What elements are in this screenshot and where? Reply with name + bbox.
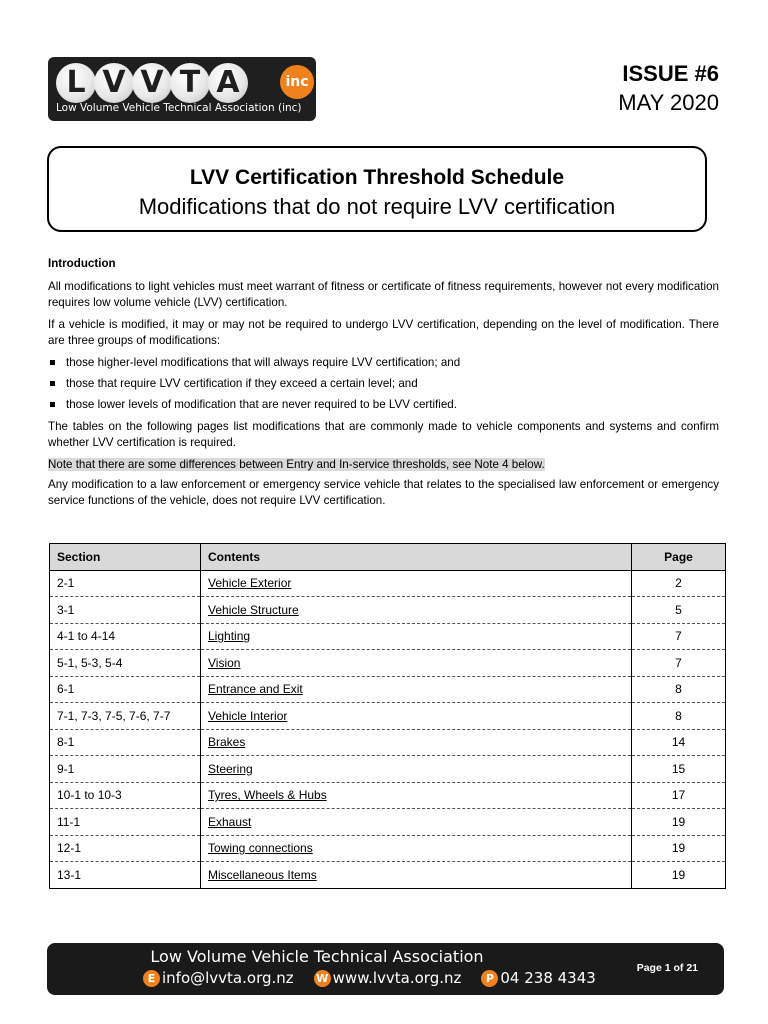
contents-table bbox=[49, 543, 726, 889]
intro-paragraph-3: The tables on the following pages list modifications that are commonly made to vehicle components and systems and confirm whether LVV certification is required. bbox=[48, 420, 719, 449]
page-cell: 14 bbox=[632, 729, 726, 756]
table-row bbox=[50, 729, 726, 756]
table-row bbox=[50, 703, 726, 730]
title-box bbox=[47, 146, 707, 232]
lvvta-logo bbox=[48, 57, 316, 121]
table-row bbox=[50, 570, 726, 597]
logo-letter-v2: V bbox=[132, 63, 172, 103]
section-cell: 4-1 to 4-14 bbox=[50, 623, 201, 650]
section-cell: 11-1 bbox=[50, 809, 201, 836]
contents-link[interactable]: Tyres, Wheels & Hubs bbox=[208, 788, 327, 803]
modification-groups-list bbox=[48, 355, 719, 413]
section-cell: 12-1 bbox=[50, 835, 201, 862]
page-cell: 7 bbox=[632, 623, 726, 650]
contents-link[interactable]: Towing connections bbox=[208, 841, 313, 856]
page-cell: 19 bbox=[632, 862, 726, 889]
page-cell: 8 bbox=[632, 676, 726, 703]
phone-number: 04 238 4343 bbox=[500, 969, 596, 987]
note-row bbox=[48, 457, 719, 473]
list-item: those higher-level modifications that will always require LVV certification; and bbox=[48, 355, 719, 371]
page-cell: 17 bbox=[632, 782, 726, 809]
page-cell: 8 bbox=[632, 703, 726, 730]
page-cell: 7 bbox=[632, 650, 726, 677]
list-item: those that require LVV certification if they exceed a certain level; and bbox=[48, 376, 719, 392]
contents-link[interactable]: Miscellaneous Items bbox=[208, 867, 317, 882]
table-body bbox=[50, 570, 726, 888]
document-title: LVV Certification Threshold Schedule bbox=[189, 166, 565, 189]
table-row bbox=[50, 623, 726, 650]
contents-link[interactable]: Brakes bbox=[208, 735, 246, 750]
intro-paragraph-1: All modifications to light vehicles must meet warrant of fitness or certificate of fitness requirements, however not every modification requires low volume vehicle (LVV) certification. bbox=[48, 280, 719, 309]
table-row bbox=[50, 862, 726, 889]
section-cell: 10-1 to 10-3 bbox=[50, 782, 201, 809]
header-contents: Contents bbox=[201, 544, 632, 571]
header-section: Section bbox=[50, 544, 201, 571]
page-cell: 19 bbox=[632, 809, 726, 836]
footer-bar bbox=[47, 943, 724, 995]
issue-date: MAY 2020 bbox=[618, 90, 719, 115]
logo-inc-badge: inc bbox=[280, 65, 314, 99]
table-row bbox=[50, 835, 726, 862]
website-link[interactable]: www.lvvta.org.nz bbox=[332, 969, 462, 987]
phone-contact bbox=[481, 969, 595, 987]
page-cell: 19 bbox=[632, 835, 726, 862]
phone-icon: P bbox=[481, 970, 498, 987]
contents-cell bbox=[201, 782, 632, 809]
section-cell: 9-1 bbox=[50, 756, 201, 783]
logo-letter-l: L bbox=[56, 63, 96, 103]
table-row bbox=[50, 650, 726, 677]
footer-contacts bbox=[143, 969, 616, 987]
contents-cell bbox=[201, 756, 632, 783]
section-cell: 13-1 bbox=[50, 862, 201, 889]
contents-link[interactable]: Entrance and Exit bbox=[208, 682, 303, 697]
intro-paragraph-4: Any modification to a law enforcement or emergency service vehicle that relates to the specialised law enforcement or emergency service functions of the vehicle, does not require LVV certification. bbox=[48, 478, 719, 507]
highlighted-note: Note that there are some differences between Entry and In-service thresholds, see Note 4 below. bbox=[48, 458, 545, 471]
section-cell: 6-1 bbox=[50, 676, 201, 703]
page-cell: 15 bbox=[632, 756, 726, 783]
contents-cell bbox=[201, 650, 632, 677]
logo-subtitle: Low Volume Vehicle Technical Association (inc) bbox=[56, 102, 302, 114]
logo-letters bbox=[56, 63, 246, 103]
section-cell: 3-1 bbox=[50, 597, 201, 624]
table-row bbox=[50, 756, 726, 783]
table-header-row bbox=[50, 544, 726, 571]
logo-letter-t: T bbox=[170, 63, 210, 103]
contents-link[interactable]: Exhaust bbox=[208, 814, 252, 829]
section-cell: 2-1 bbox=[50, 570, 201, 597]
contents-link[interactable]: Vehicle Structure bbox=[208, 602, 299, 617]
table-row bbox=[50, 782, 726, 809]
contents-cell bbox=[201, 597, 632, 624]
logo-letter-a: A bbox=[208, 63, 248, 103]
table-row bbox=[50, 597, 726, 624]
logo-letter-v1: V bbox=[94, 63, 134, 103]
intro-paragraph-2: If a vehicle is modified, it may or may not be required to undergo LVV certification, depending on the level of modification. There are three groups of modifications: bbox=[48, 318, 719, 347]
header-page: Page bbox=[632, 544, 726, 571]
issue-info bbox=[618, 60, 719, 118]
issue-number: ISSUE #6 bbox=[622, 61, 719, 86]
email-icon: E bbox=[143, 970, 160, 987]
web-contact[interactable] bbox=[314, 969, 462, 987]
section-cell: 5-1, 5-3, 5-4 bbox=[50, 650, 201, 677]
contents-cell bbox=[201, 570, 632, 597]
contents-cell bbox=[201, 835, 632, 862]
contents-cell bbox=[201, 623, 632, 650]
contents-cell bbox=[201, 809, 632, 836]
intro-section bbox=[48, 256, 719, 515]
page-cell: 2 bbox=[632, 570, 726, 597]
page-cell: 5 bbox=[632, 597, 726, 624]
page-number: Page 1 of 21 bbox=[636, 962, 698, 974]
contents-link[interactable]: Vision bbox=[208, 655, 241, 670]
contents-cell bbox=[201, 676, 632, 703]
footer-org-name: Low Volume Vehicle Technical Association bbox=[150, 947, 484, 966]
web-icon: W bbox=[314, 970, 331, 987]
email-link[interactable]: info@lvvta.org.nz bbox=[162, 969, 294, 987]
intro-heading: Introduction bbox=[48, 257, 116, 270]
contents-cell bbox=[201, 703, 632, 730]
section-cell: 7-1, 7-3, 7-5, 7-6, 7-7 bbox=[50, 703, 201, 730]
document-subtitle: Modifications that do not require LVV certification bbox=[138, 194, 616, 219]
list-item: those lower levels of modification that are never required to be LVV certified. bbox=[48, 397, 719, 413]
contents-link[interactable]: Vehicle Interior bbox=[208, 708, 288, 723]
contents-cell bbox=[201, 729, 632, 756]
email-contact[interactable] bbox=[143, 969, 294, 987]
table-row bbox=[50, 676, 726, 703]
contents-link[interactable]: Vehicle Exterior bbox=[208, 576, 292, 591]
table-row bbox=[50, 809, 726, 836]
contents-link[interactable]: Steering bbox=[208, 761, 253, 776]
contents-cell bbox=[201, 862, 632, 889]
contents-link[interactable]: Lighting bbox=[208, 629, 251, 644]
section-cell: 8-1 bbox=[50, 729, 201, 756]
